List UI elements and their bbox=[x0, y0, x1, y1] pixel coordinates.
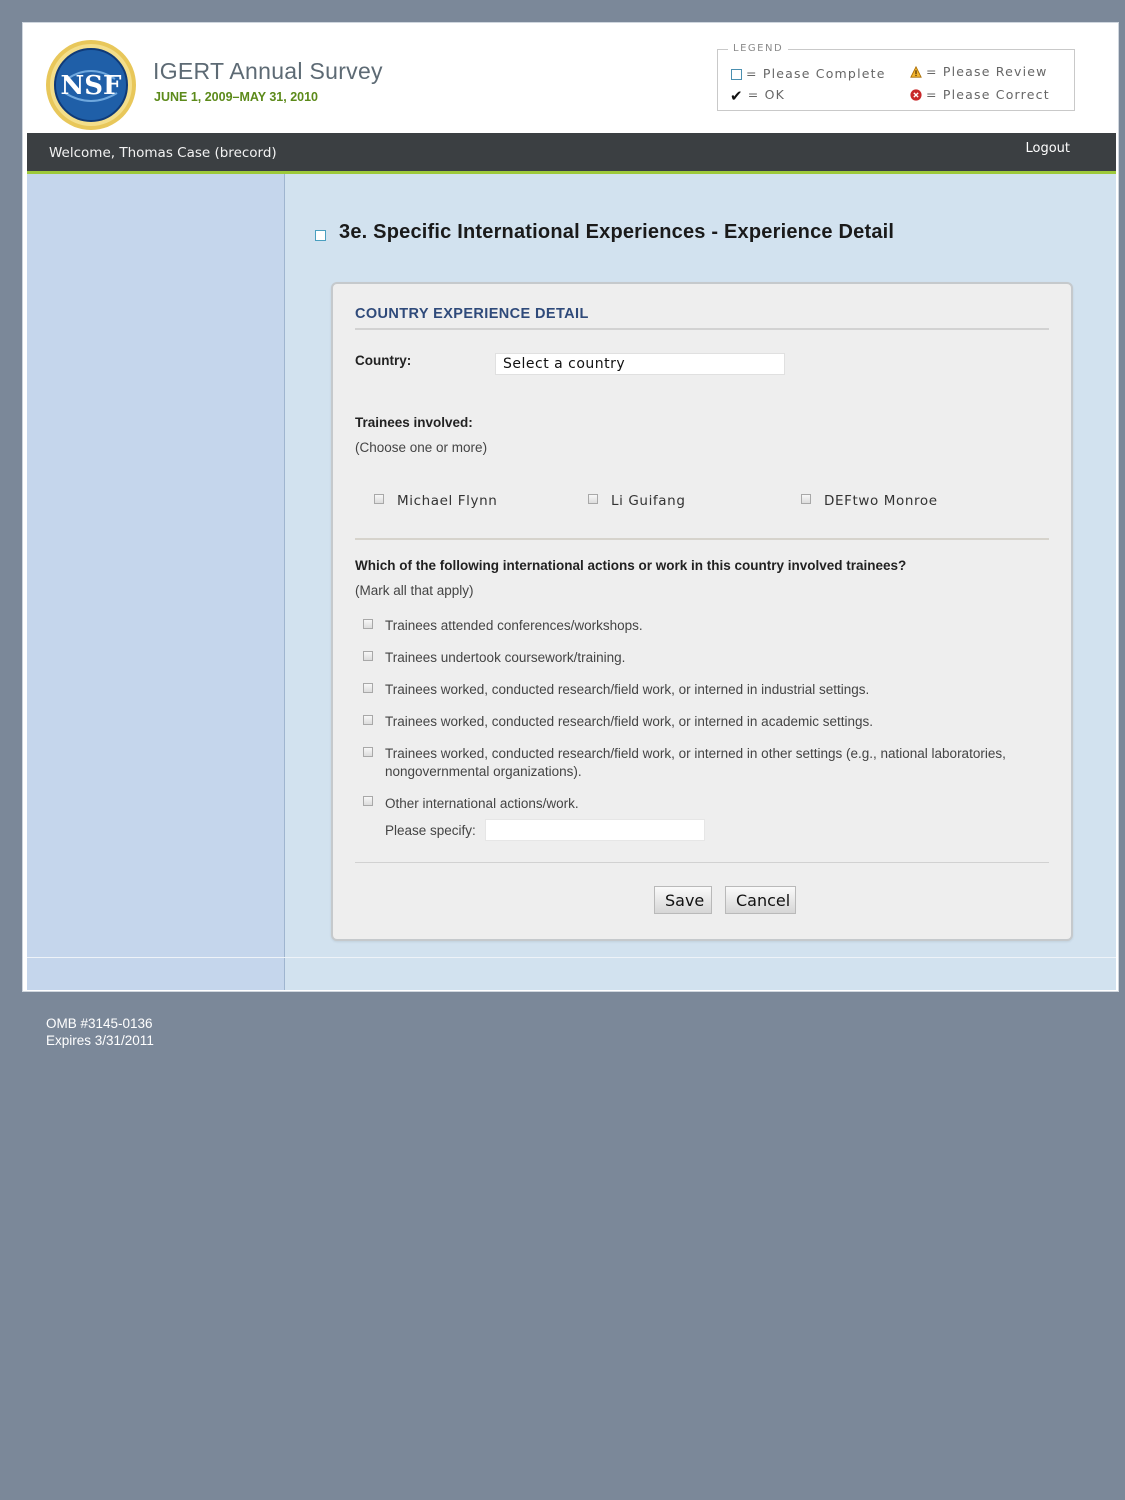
action-option: Trainees worked, conducted research/field work, or interned in academic settings. bbox=[385, 714, 873, 729]
legend-title: LEGEND bbox=[728, 43, 788, 54]
action-checkbox[interactable] bbox=[363, 651, 373, 661]
trainees-hint: (Choose one or more) bbox=[355, 440, 488, 455]
action-checkbox[interactable] bbox=[363, 683, 373, 693]
action-option: Other international actions/work. bbox=[385, 796, 579, 811]
warning-icon bbox=[910, 66, 922, 78]
action-option: Trainees attended conferences/workshops. bbox=[385, 618, 643, 633]
survey-dates: JUNE 1, 2009–MAY 31, 2010 bbox=[154, 90, 319, 104]
country-select[interactable]: Select a country bbox=[495, 353, 785, 375]
trainees-label: Trainees involved: bbox=[355, 415, 473, 430]
empty-square-icon bbox=[731, 69, 742, 80]
trainee-checkbox[interactable] bbox=[374, 494, 384, 504]
omb-number: OMB #3145-0136 bbox=[46, 1016, 153, 1031]
action-option: Trainees worked, conducted research/field work, or interned in industrial settings. bbox=[385, 682, 870, 697]
welcome-text: Welcome, Thomas Case (brecord) bbox=[49, 145, 277, 161]
section-divider bbox=[355, 538, 1049, 540]
checkmark-icon: ✔ bbox=[730, 87, 744, 105]
actions-hint: (Mark all that apply) bbox=[355, 583, 474, 598]
specify-label: Please specify: bbox=[385, 823, 476, 838]
action-checkbox[interactable] bbox=[363, 796, 373, 806]
omb-expiry: Expires 3/31/2011 bbox=[46, 1033, 154, 1048]
app-title: IGERT Annual Survey bbox=[153, 58, 383, 84]
svg-text:NSF: NSF bbox=[60, 71, 122, 101]
action-checkbox[interactable] bbox=[363, 715, 373, 725]
action-option: Trainees worked, conducted research/field work, or interned in other settings (e.g., national laboratories, nongovernmental organizations). bbox=[385, 746, 1006, 779]
trainee-name: Michael Flynn bbox=[397, 493, 498, 509]
specify-input[interactable] bbox=[485, 819, 705, 841]
legend-please-correct: = Please Correct bbox=[910, 87, 1050, 102]
action-option: Trainees undertook coursework/training. bbox=[385, 650, 626, 665]
trainee-checkbox[interactable] bbox=[801, 494, 811, 504]
main-content bbox=[285, 174, 1116, 990]
trainee-checkbox[interactable] bbox=[588, 494, 598, 504]
page-title: 3e. Specific International Experiences - Experience Detail bbox=[339, 221, 895, 243]
legend-please-complete: = Please Complete bbox=[731, 66, 886, 81]
legend-ok: ✔ = OK bbox=[730, 87, 786, 105]
cancel-button[interactable]: Cancel bbox=[725, 886, 796, 914]
trainee-name: Li Guifang bbox=[611, 493, 686, 509]
action-checkbox[interactable] bbox=[363, 619, 373, 629]
left-sidebar bbox=[27, 174, 285, 990]
nsf-logo bbox=[45, 39, 137, 131]
top-navbar bbox=[27, 133, 1116, 174]
logout-link[interactable]: Logout bbox=[1025, 141, 1070, 156]
buttons-divider bbox=[355, 862, 1049, 863]
omb-info bbox=[46, 1015, 154, 1049]
legend-box bbox=[717, 43, 1075, 111]
legend-please-review: = Please Review bbox=[910, 64, 1048, 79]
save-button[interactable]: Save bbox=[654, 886, 712, 914]
content-bottom-rule bbox=[27, 957, 1116, 958]
actions-question: Which of the following international actions or work in this country involved trainees? bbox=[355, 558, 907, 573]
action-checkbox[interactable] bbox=[363, 747, 373, 757]
error-icon bbox=[910, 89, 922, 101]
country-label: Country: bbox=[355, 353, 412, 368]
form-heading: COUNTRY EXPERIENCE DETAIL bbox=[355, 306, 1049, 330]
page-container bbox=[22, 22, 1119, 992]
trainee-name: DEFtwo Monroe bbox=[824, 493, 938, 509]
country-experience-form bbox=[331, 282, 1073, 941]
